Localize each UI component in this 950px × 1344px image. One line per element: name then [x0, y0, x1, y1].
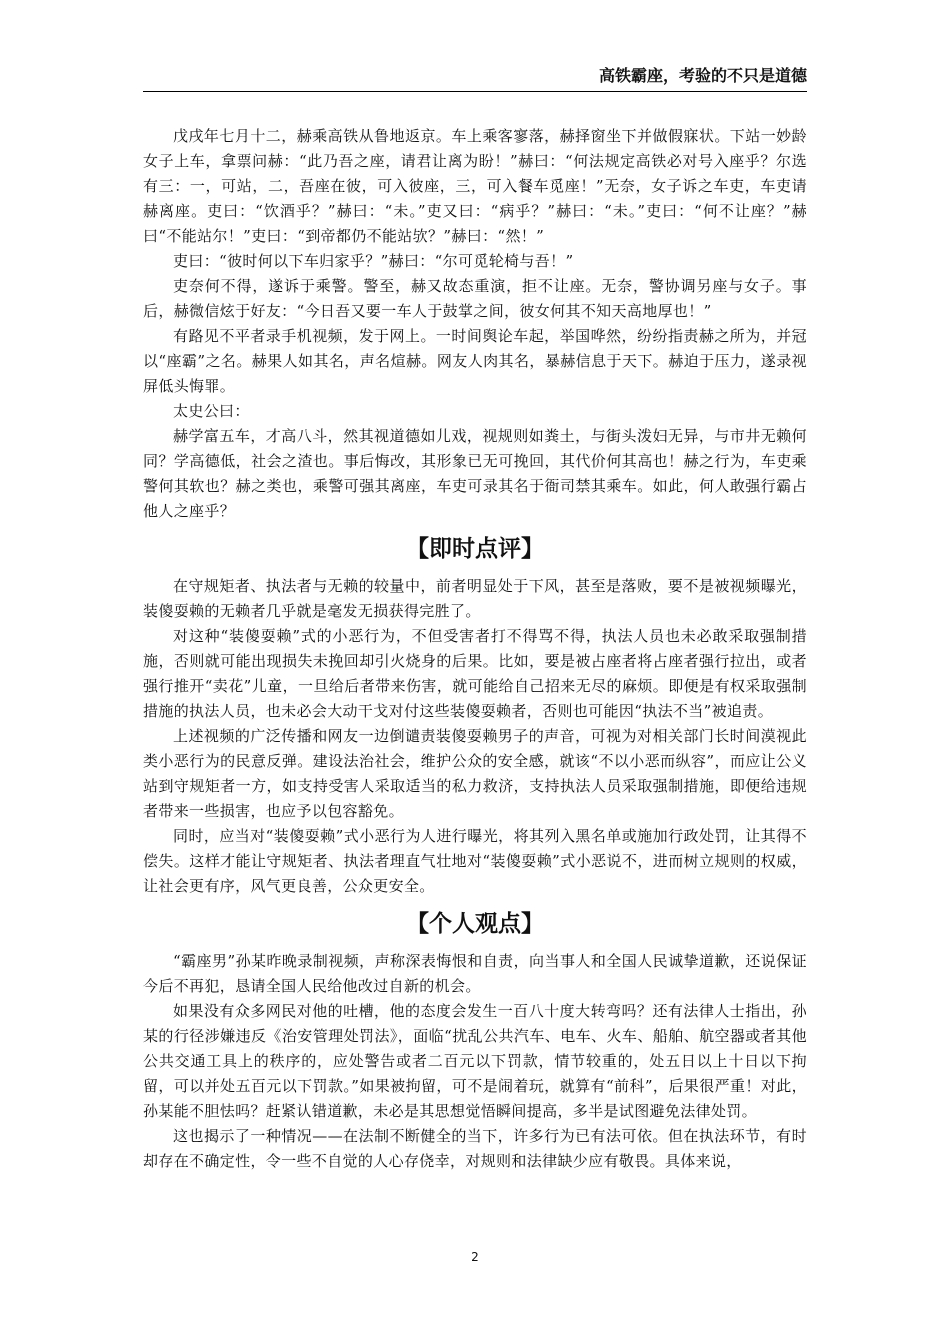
paragraph: 赫学富五车，才高八斗，然其视道德如儿戏，视规则如粪土，与街头泼妇无异，与市井无赖何同？学高德低，社会之渣也。事后悔改，其形象已无可挽回，其代价何其高也！赫之行为，车吏乘警何其软也？赫之类也，乘警可强其离座，车吏可录其名于衙司禁其乘车。如此，何人敢强行霸占他人之座乎？ — [143, 427, 807, 520]
paragraph: 同时，应当对“装傻耍赖”式小恶行为人进行曝光，将其列入黑名单或施加行政处罚，让其得不偿失。这样才能让守规矩者、执法者理直气壮地对“装傻耍赖”式小恶说不，进而树立规则的权威，让社会更有序，风气更良善，公众更安全。 — [143, 827, 807, 895]
section-story — [143, 124, 807, 524]
paragraph: 这也揭示了一种情况——在法制不断健全的当下，许多行为已有法可依。但在执法环节，有时却存在不确定性，令一些不自觉的人心存侥幸，对规则和法律缺少应有敬畏。具体来说， — [143, 1127, 807, 1170]
paragraph: 上述视频的广泛传播和网友一边倒谴责装傻耍赖男子的声音，可视为对相关部门长时间漠视此类小恶行为的民意反弹。建设法治社会，维护公众的安全感，就该“不以小恶而纵容”，而应让公义站到守规矩者一方，如支持受害人采取适当的私力救济，支持执法人员采取强制措施，即便给违规者带来一些损害，也应予以包容豁免。 — [143, 727, 807, 820]
section-heading: 【个人观点】 — [406, 911, 544, 937]
running-header: 高铁霸座，考验的不只是道德 — [143, 66, 807, 92]
page-number: 2 — [471, 1250, 479, 1264]
paragraph: 戊戌年七月十二，赫乘高铁从鲁地返京。车上乘客寥落，赫择窗坐下并做假寐状。下站一妙龄女子上车，拿票问赫：“此乃吾之座，请君让离为盼！”赫曰：“何法规定高铁必对号入座乎？尔选有三：一，可站，二，吾座在彼，可入彼座，三，可入餐车觅座！”无奈，女子诉之车吏，车吏请赫离座。吏曰：“饮酒乎？”赫曰：“未。”吏又曰：“病乎？”赫曰：“未。”吏曰：“何不让座？”赫曰“不能站尔！”吏曰：“到帝都仍不能站欤？”赫曰：“然！” — [143, 127, 807, 245]
paragraph: 吏奈何不得，遂诉于乘警。警至，赫又故态重演，拒不让座。无奈，警协调另座与女子。事后，赫微信炫于好友：“今日吾又要一车人于鼓掌之间，彼女何其不知天高地厚也！” — [143, 277, 807, 320]
paragraph: 太史公曰： — [173, 402, 250, 420]
section-instant-comment — [143, 532, 807, 899]
paragraph: 有路见不平者录手机视频，发于网上。一时间舆论车起，举国哗然，纷纷指责赫之所为，并冠以“座霸”之名。赫果人如其名，声名煊赫。网友人肉其名，暴赫信息于天下。赫迫于压力，遂录视屏低头悔罪。 — [143, 327, 807, 395]
paragraph: 对这种“装傻耍赖”式的小恶行为，不但受害者打不得骂不得，执法人员也未必敢采取强制措施，否则就可能出现损失未挽回却引火烧身的后果。比如，要是被占座者将占座者强行拉出，或者强行推开“卖花”儿童，一旦给后者带来伤害，就可能给自己招来无尽的麻烦。即便是有权采取强制措施的执法人员，也未必会大动干戈对付这些装傻耍赖者，否则也可能因“执法不当”被追责。 — [143, 627, 807, 720]
section-personal-view — [143, 907, 807, 1174]
paragraph: “霸座男”孙某昨晚录制视频，声称深表悔恨和自责，向当事人和全国人民诚挚道歉，还说保证今后不再犯，恳请全国人民给他改过自新的机会。 — [143, 952, 807, 995]
section-heading: 【即时点评】 — [406, 536, 544, 562]
paragraph: 如果没有众多网民对他的吐槽，他的态度会发生一百八十度大转弯吗？还有法律人士指出，孙某的行径涉嫌违反《治安管理处罚法》，面临“扰乱公共汽车、电车、火车、船舶、航空器或者其他公共交通工具上的秩序的，应处警告或者二百元以下罚款，情节较重的，处五日以上十日以下拘留，可以并处五百元以下罚款。”如果被拘留，可不是闹着玩，就算有“前科”，后果很严重！对此，孙某能不胆怯吗？赶紧认错道歉，未必是其思想觉悟瞬间提高，多半是试图避免法律处罚。 — [143, 1002, 807, 1120]
paragraph: 吏曰：“彼时何以下车归家乎？”赫曰：“尔可觅轮椅与吾！” — [173, 252, 574, 270]
paragraph: 在守规矩者、执法者与无赖的较量中，前者明显处于下风，甚至是落败，要不是被视频曝光，装傻耍赖的无赖者几乎就是毫发无损获得完胜了。 — [143, 577, 807, 620]
document-page — [143, 66, 807, 1174]
